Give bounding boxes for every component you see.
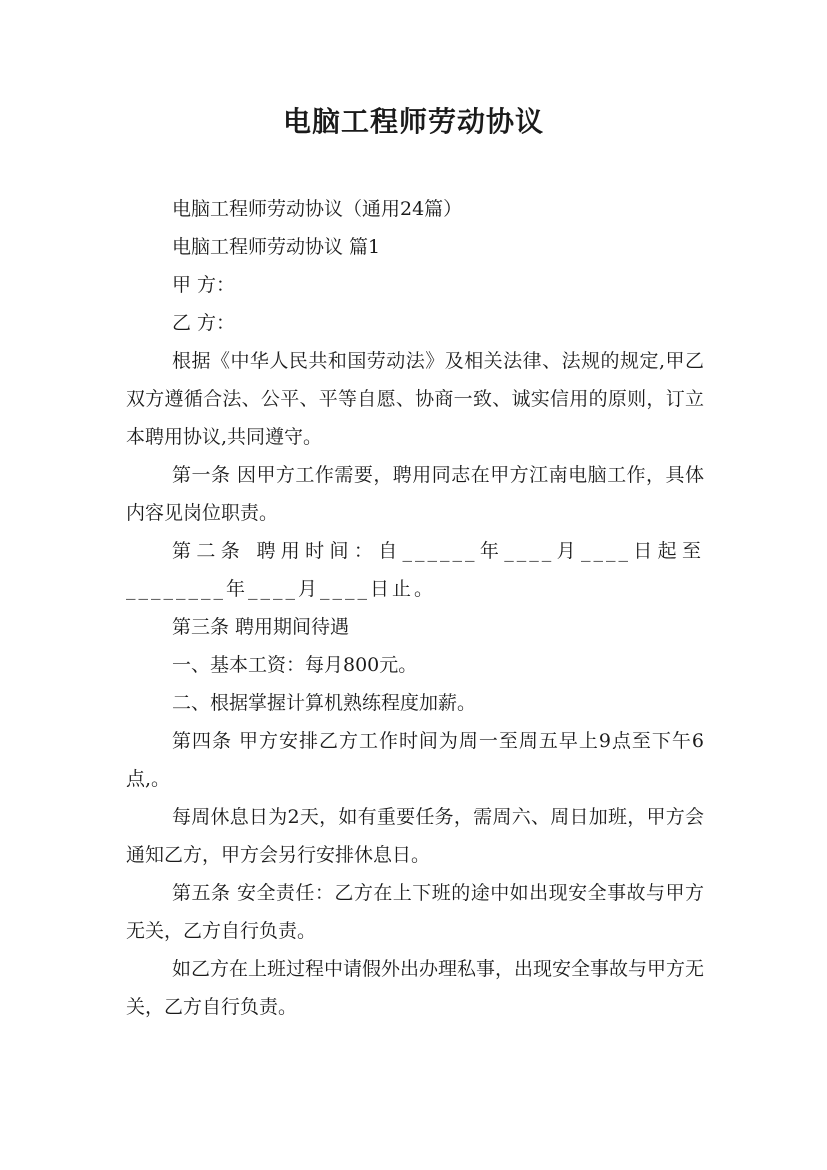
paragraph-article-4: 第四条 甲方安排乙方工作时间为周一至周五早上9点至下午6点,。	[126, 730, 704, 790]
paragraph-raise: 二、根据掌握计算机熟练程度加薪。	[172, 692, 477, 714]
paragraph-article-2: 第二条 聘用时间：自______年____月____日起至________年____月____日止。	[126, 540, 704, 600]
paragraph-article-1: 第一条 因甲方工作需要，聘用同志在甲方江南电脑工作，具体内容见岗位职责。	[126, 464, 704, 524]
document-title: 电脑工程师劳动协议	[282, 105, 544, 138]
paragraph-article-3: 第三条 聘用期间待遇	[172, 616, 350, 638]
paragraph-subtitle: 电脑工程师劳动协议（通用24篇）	[172, 198, 463, 220]
paragraph-preamble: 根据《中华人民共和国劳动法》及相关法律、法规的规定,甲乙双方遵循合法、公平、平等自愿、协商一致、诚实信用的原则，订立本聘用协议,共同遵守。	[126, 350, 704, 448]
paragraph-party-a: 甲 方：	[172, 274, 236, 296]
paragraph-section-heading: 电脑工程师劳动协议 篇1	[172, 236, 381, 258]
paragraph-base-salary: 一、基本工资：每月800元。	[172, 654, 418, 676]
paragraph-rest-days: 每周休息日为2天，如有重要任务，需周六、周日加班，甲方会通知乙方，甲方会另行安排休息日。	[126, 806, 704, 866]
paragraph-party-b: 乙 方：	[172, 312, 236, 334]
paragraph-article-5: 第五条 安全责任：乙方在上下班的途中如出现安全事故与甲方无关，乙方自行负责。	[126, 882, 704, 942]
document-body	[126, 190, 704, 1026]
paragraph-personal-leave: 如乙方在上班过程中请假外出办理私事，出现安全事故与甲方无关，乙方自行负责。	[126, 958, 705, 1018]
